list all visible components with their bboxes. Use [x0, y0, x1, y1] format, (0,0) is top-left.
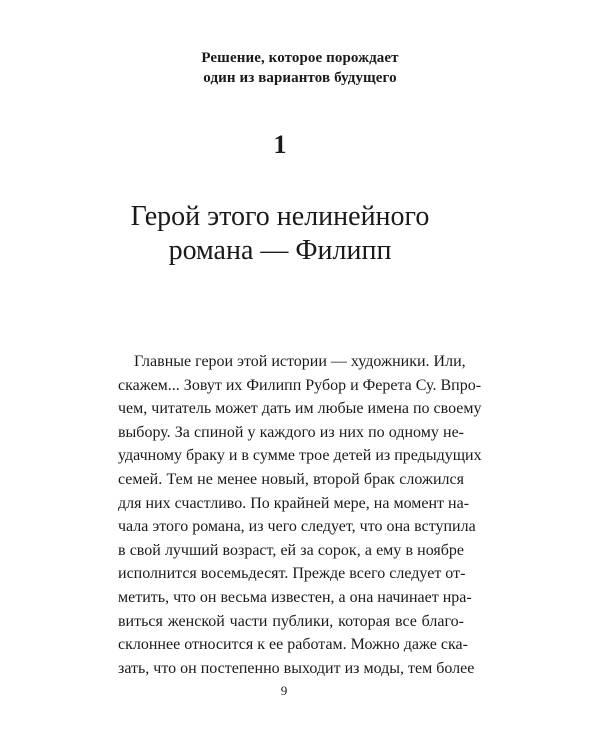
- text-line: исполнится восемьдесят. Прежде всего следует от-: [118, 565, 466, 583]
- text-line: удачному браку и в сумме трое детей из предыдущих: [118, 447, 482, 465]
- running-head-line-2: один из вариантов будущего: [203, 70, 397, 86]
- chapter-title-line-2: романа — Филипп: [168, 235, 392, 266]
- text-line: метить, что он весьма известен, а она начинает нра-: [118, 588, 472, 606]
- chapter-title-line-1: Герой этого нелинейного: [130, 201, 430, 232]
- body-paragraph: [118, 350, 482, 680]
- text-line: выбору. За спиной у каждого из них по одному не-: [118, 423, 464, 441]
- running-head: [0, 48, 600, 88]
- text-line: зать, что он постепенно выходит из моды, тем более: [118, 659, 475, 677]
- chapter-number: 1: [273, 130, 287, 159]
- text-line: виться женской части публики, которая все благо-: [118, 612, 464, 630]
- text-line: для них счастливо. По крайней мере, на момент на-: [118, 494, 470, 512]
- running-head-line-1: Решение, которое порождает: [201, 50, 399, 66]
- chapter-title: [0, 200, 560, 268]
- text-line: чала этого романа, из чего следует, что она вступила: [118, 518, 476, 536]
- text-line: чем, читатель может дать им любые имена по своему: [118, 400, 482, 418]
- text-line: семей. Тем не менее новый, второй брак сложился: [118, 470, 464, 488]
- text-line: скажем... Зовут их Филипп Рубор и Ферета Су. Впро-: [118, 376, 482, 394]
- text-line: склоннее относится к ее работам. Можно даже ска-: [118, 636, 468, 654]
- text-line: в свой лучший возраст, ей за сорок, а ему в ноябре: [118, 541, 464, 559]
- text-line: Главные герои этой истории — художники. Или,: [134, 353, 466, 370]
- page-number: 9: [280, 683, 288, 698]
